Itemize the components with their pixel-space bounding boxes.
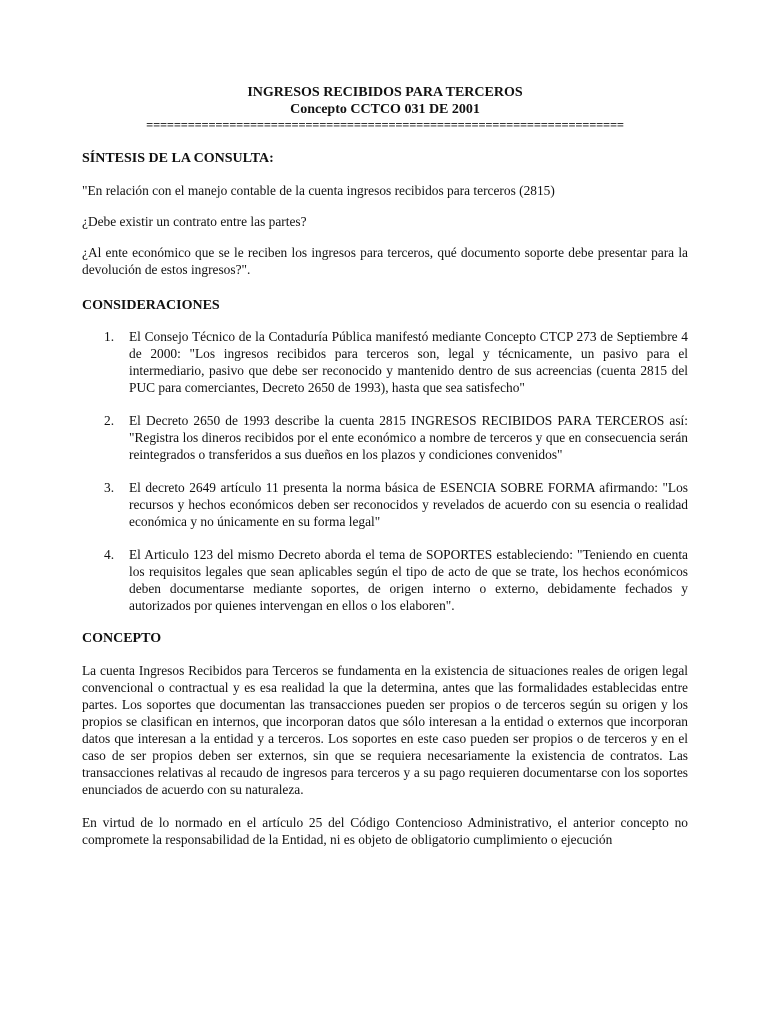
- list-item-number: 3.: [104, 480, 115, 495]
- consideraciones-list: [82, 328, 688, 614]
- list-item: [82, 479, 688, 530]
- list-item-number: 4.: [104, 547, 115, 562]
- concepto-heading: CONCEPTO: [82, 631, 162, 646]
- document-page: [82, 84, 688, 848]
- list-item-text: El Articulo 123 del mismo Decreto aborda el tema de SOPORTES estableciendo: "Teniendo en cuenta los requisitos legales que sean aplicables según el tipo de acto de que se trate, los hechos económicos deben documentarse mediante soportes, de origen interno o externo, debidamente fechados y autorizados por quienes intervengan en ellos o los elaboren".: [129, 547, 688, 613]
- separator-rule: =====================================================================: [146, 119, 624, 131]
- concepto-paragraph: La cuenta Ingresos Recibidos para Terceros se fundamenta en la existencia de situaciones reales de origen legal convencional o contractual y es esa realidad la que la determina, antes que las formalidades establecidas entre partes. Los soportes que documentan las transacciones pueden ser propios o de terceros según su origen y los propios se clasifican en internos, que incorporan datos que sólo interesan a la entidad o externos que incorporan datos que interesan a la entidad y a terceros. Los soportes en este caso pueden ser propios o de terceros y en el caso de ser propios deben ser externos, sin que se requiera necesariamente la existencia de contratos. Las transacciones relativas al recaudo de ingresos para terceros y a su pago requieren documentarse con los soportes enunciados de acuerdo con su naturaleza.: [82, 663, 688, 797]
- list-item-number: 2.: [104, 413, 115, 428]
- list-item-text: El Decreto 2650 de 1993 describe la cuenta 2815 INGRESOS RECIBIDOS PARA TERCEROS así: "Registra los dineros recibidos por el ente económico a nombre de terceros y que en consecuencia serán reintegrados o transferidos a sus dueños en los plazos y condiciones convenidos": [129, 413, 688, 462]
- list-item-text: El Consejo Técnico de la Contaduría Pública manifestó mediante Concepto CTCP 273 de Septiembre 4 de 2000: "Los ingresos recibidos para terceros son, legal y técnicamente, un pasivo para el intermediario, pasivo que debe ser reconocido y mantenido dentro de sus acreencias (cuenta 2815 del PUC para comerciantes, Decreto 2650 de 1993), hasta que sea satisfecho": [129, 329, 688, 395]
- list-item: [82, 412, 688, 463]
- document-title: INGRESOS RECIBIDOS PARA TERCEROS: [247, 85, 523, 100]
- document-subtitle: Concepto CCTCO 031 DE 2001: [290, 102, 480, 117]
- list-item-number: 1.: [104, 329, 115, 344]
- consulta-paragraph: "En relación con el manejo contable de la cuenta ingresos recibidos para terceros (2815): [82, 183, 555, 198]
- list-item: [82, 328, 688, 396]
- final-paragraph: En virtud de lo normado en el artículo 25 del Código Contencioso Administrativo, el anterior concepto no compromete la responsabilidad de la Entidad, ni es objeto de obligatorio cumplimiento o ejecución: [82, 815, 688, 847]
- consulta-paragraph: ¿Al ente económico que se le reciben los ingresos para terceros, qué documento soporte debe presentar para la devolución de estos ingresos?".: [82, 245, 688, 277]
- list-item-text: El decreto 2649 artículo 11 presenta la norma básica de ESENCIA SOBRE FORMA afirmando: "Los recursos y hechos económicos deben ser reconocidos y revelados de acuerdo con su esencia o realidad económica y no únicamente en su forma legal": [129, 480, 688, 529]
- sintesis-heading: SÍNTESIS DE LA CONSULTA:: [82, 151, 274, 166]
- consulta-paragraph: ¿Debe existir un contrato entre las partes?: [82, 214, 307, 229]
- list-item: [82, 546, 688, 614]
- consideraciones-heading: CONSIDERACIONES: [82, 298, 220, 313]
